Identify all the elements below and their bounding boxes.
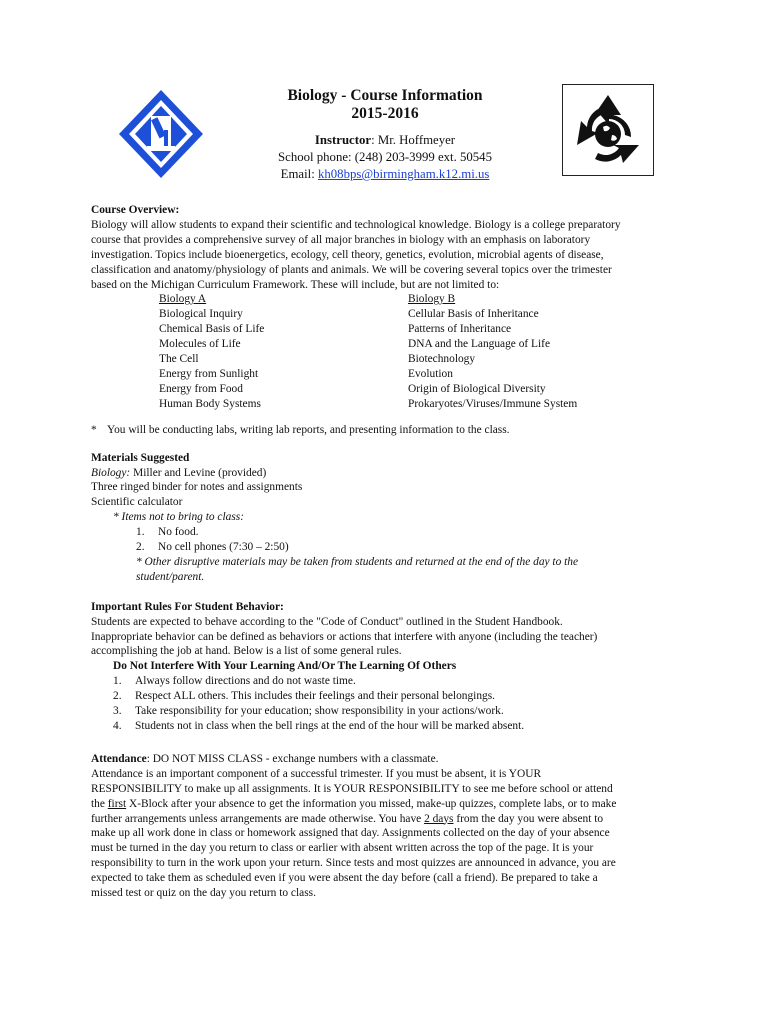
list-number: 4.: [113, 720, 122, 732]
overview-heading: Course Overview:: [91, 204, 180, 216]
rules-list: [113, 674, 691, 734]
rules-line: Students are expected to behave according to the "Code of Conduct" outlined in the Student Handbook.: [91, 615, 563, 628]
list-number: 2.: [136, 541, 145, 554]
attendance-line: missed test or quiz on the day you return to class.: [91, 887, 316, 900]
biology-b-title: Biology B: [408, 293, 456, 306]
list-number: 2.: [113, 690, 122, 703]
disruptive-note: * Other disruptive materials may be taken from students and returned at the end of the day to the: [136, 555, 579, 568]
instructor-line: [200, 132, 570, 149]
list-number: 3.: [113, 705, 122, 718]
overview-line: course that provides a comprehensive survey of all major branches in biology with an emphasis on laboratory: [91, 233, 591, 246]
overview-line: investigation. Topics include bioenergetics, ecology, cell theory, genetics, evolution, microbial agents of disease,: [91, 248, 604, 261]
rules-heading: Important Rules For Student Behavior:: [91, 600, 284, 613]
topic-item: Origin of Biological Diversity: [408, 382, 546, 395]
list-item: [113, 689, 691, 704]
topic-item: Biological Inquiry: [159, 308, 243, 321]
rules-line: Inappropriate behavior can be defined as behaviors or actions that interfere with anyone (including the teacher): [91, 630, 598, 643]
list-item: [113, 704, 691, 719]
list-item: [136, 525, 691, 540]
labs-note: [91, 423, 691, 438]
list-item: [113, 719, 691, 734]
attendance-heading: Attendance: [91, 752, 147, 765]
note-star: *: [91, 423, 97, 436]
text-run: the: [91, 797, 108, 810]
instructor-name: : Mr. Hoffmeyer: [371, 133, 456, 147]
topic-item: Patterns of Inheritance: [408, 323, 512, 336]
text-run: X-Block after your absence to get the information you missed, make-up quizzes, complete labs, or to make: [126, 797, 617, 810]
attendance-line: make up all work done in class or homework assigned that day. Assignments collected on the day of your absence: [91, 827, 610, 840]
topic-item: Cellular Basis of Inheritance: [408, 308, 539, 321]
material-item: Three ringed binder for notes and assignments: [91, 481, 303, 494]
rules-line: accomplishing the job at hand. Below is a list of some general rules.: [91, 645, 402, 658]
attendance-line: expected to take them as scheduled even if you were absent the day before (call a friend). Be prepared to take a: [91, 872, 598, 885]
materials-heading: Materials Suggested: [91, 451, 190, 464]
topic-item: DNA and the Language of Life: [408, 338, 551, 351]
underlined-first: first: [107, 797, 127, 810]
topic-item: Biotechnology: [408, 353, 476, 366]
textbook-label: Biology:: [91, 466, 131, 479]
microscope-logo-icon: [117, 88, 205, 180]
attendance-line: responsibility to turn in the work upon your return. Since tests and most quizzes are announced in advance, you are: [91, 857, 616, 870]
overview-line: classification and anatomy/physiology of plants and animals. We will be covering several topics over the trimester: [91, 263, 612, 276]
not-bring-heading: * Items not to bring to class:: [113, 511, 244, 524]
labs-note-text: You will be conducting labs, writing lab reports, and presenting information to the class.: [107, 423, 510, 436]
document-header: [200, 87, 570, 183]
topic-item: Prokaryotes/Viruses/Immune System: [408, 397, 578, 410]
textbook-line: [91, 466, 691, 481]
school-year: 2015-2016: [351, 105, 419, 122]
attendance-line: must be turned in the day you return to class or earlier with absent written across the top of the page. It is your: [91, 842, 594, 855]
attendance-line: [91, 812, 691, 827]
list-item: [136, 540, 691, 555]
instructor-label: Instructor: [314, 133, 372, 147]
topic-item: Chemical Basis of Life: [159, 323, 265, 336]
topic-item: Evolution: [408, 367, 453, 380]
email-label: Email:: [280, 167, 318, 181]
list-number: 1.: [113, 675, 122, 688]
topic-item: Molecules of Life: [159, 338, 241, 351]
email-line: [200, 166, 570, 183]
material-item: Scientific calculator: [91, 496, 183, 509]
overview-line: Biology will allow students to expand their scientific and technological knowledge. Biology is a college preparatory: [91, 218, 621, 231]
disruptive-note-cont: student/parent.: [136, 570, 205, 583]
list-text: No food.: [158, 526, 199, 539]
topic-item: Energy from Food: [159, 382, 243, 395]
attendance-heading-line: [91, 752, 691, 767]
topic-item: The Cell: [159, 353, 199, 366]
list-text: Always follow directions and do not waste time.: [135, 675, 356, 688]
textbook-name: Miller and Levine (provided): [130, 466, 267, 479]
document-body: [91, 203, 691, 901]
attendance-line: Attendance is an important component of a successful trimester. If you must be absent, it is YOUR: [91, 767, 542, 780]
topics-list: [159, 292, 691, 411]
list-text: No cell phones (7:30 – 2:50): [158, 541, 289, 554]
document-title: Biology - Course Information: [287, 87, 483, 104]
email-link[interactable]: kh08bps@birmingham.k12.mi.us: [317, 167, 490, 181]
list-text: Students not in class when the bell rings at the end of the hour will be marked absent.: [135, 720, 525, 732]
topic-item: Energy from Sunlight: [159, 367, 259, 380]
biology-a-column: [159, 292, 408, 411]
attendance-line: RESPONSIBILITY to make up all assignments. It is YOUR RESPONSIBILITY to see me before school or attend: [91, 782, 613, 795]
list-text: Respect ALL others. This includes their feelings and their personal belongings.: [135, 690, 495, 703]
text-run: further arrangements unless arrangements are made otherwise. You have: [91, 812, 425, 825]
not-bring-list: [136, 525, 691, 555]
rules-subheading: Do Not Interfere With Your Learning And/Or The Learning Of Others: [113, 660, 457, 673]
biology-b-column: [408, 292, 668, 411]
list-text: Take responsibility for your education; show responsibility in your actions/work.: [135, 705, 504, 718]
attendance-heading-rest: : DO NOT MISS CLASS - exchange numbers with a classmate.: [146, 752, 439, 765]
list-item: [113, 674, 691, 689]
text-run: from the day you were absent to: [453, 812, 604, 825]
underlined-days: 2 days: [424, 812, 454, 825]
topic-item: Human Body Systems: [159, 397, 261, 410]
recycle-globe-icon: [562, 84, 654, 176]
biology-a-title: Biology A: [159, 293, 207, 306]
list-number: 1.: [136, 526, 145, 539]
attendance-line: [91, 797, 691, 812]
overview-line: based on the Michigan Curriculum Framework. These will include, but are not limited to:: [91, 278, 500, 291]
school-phone: School phone: (248) 203-3999 ext. 50545: [278, 150, 492, 164]
